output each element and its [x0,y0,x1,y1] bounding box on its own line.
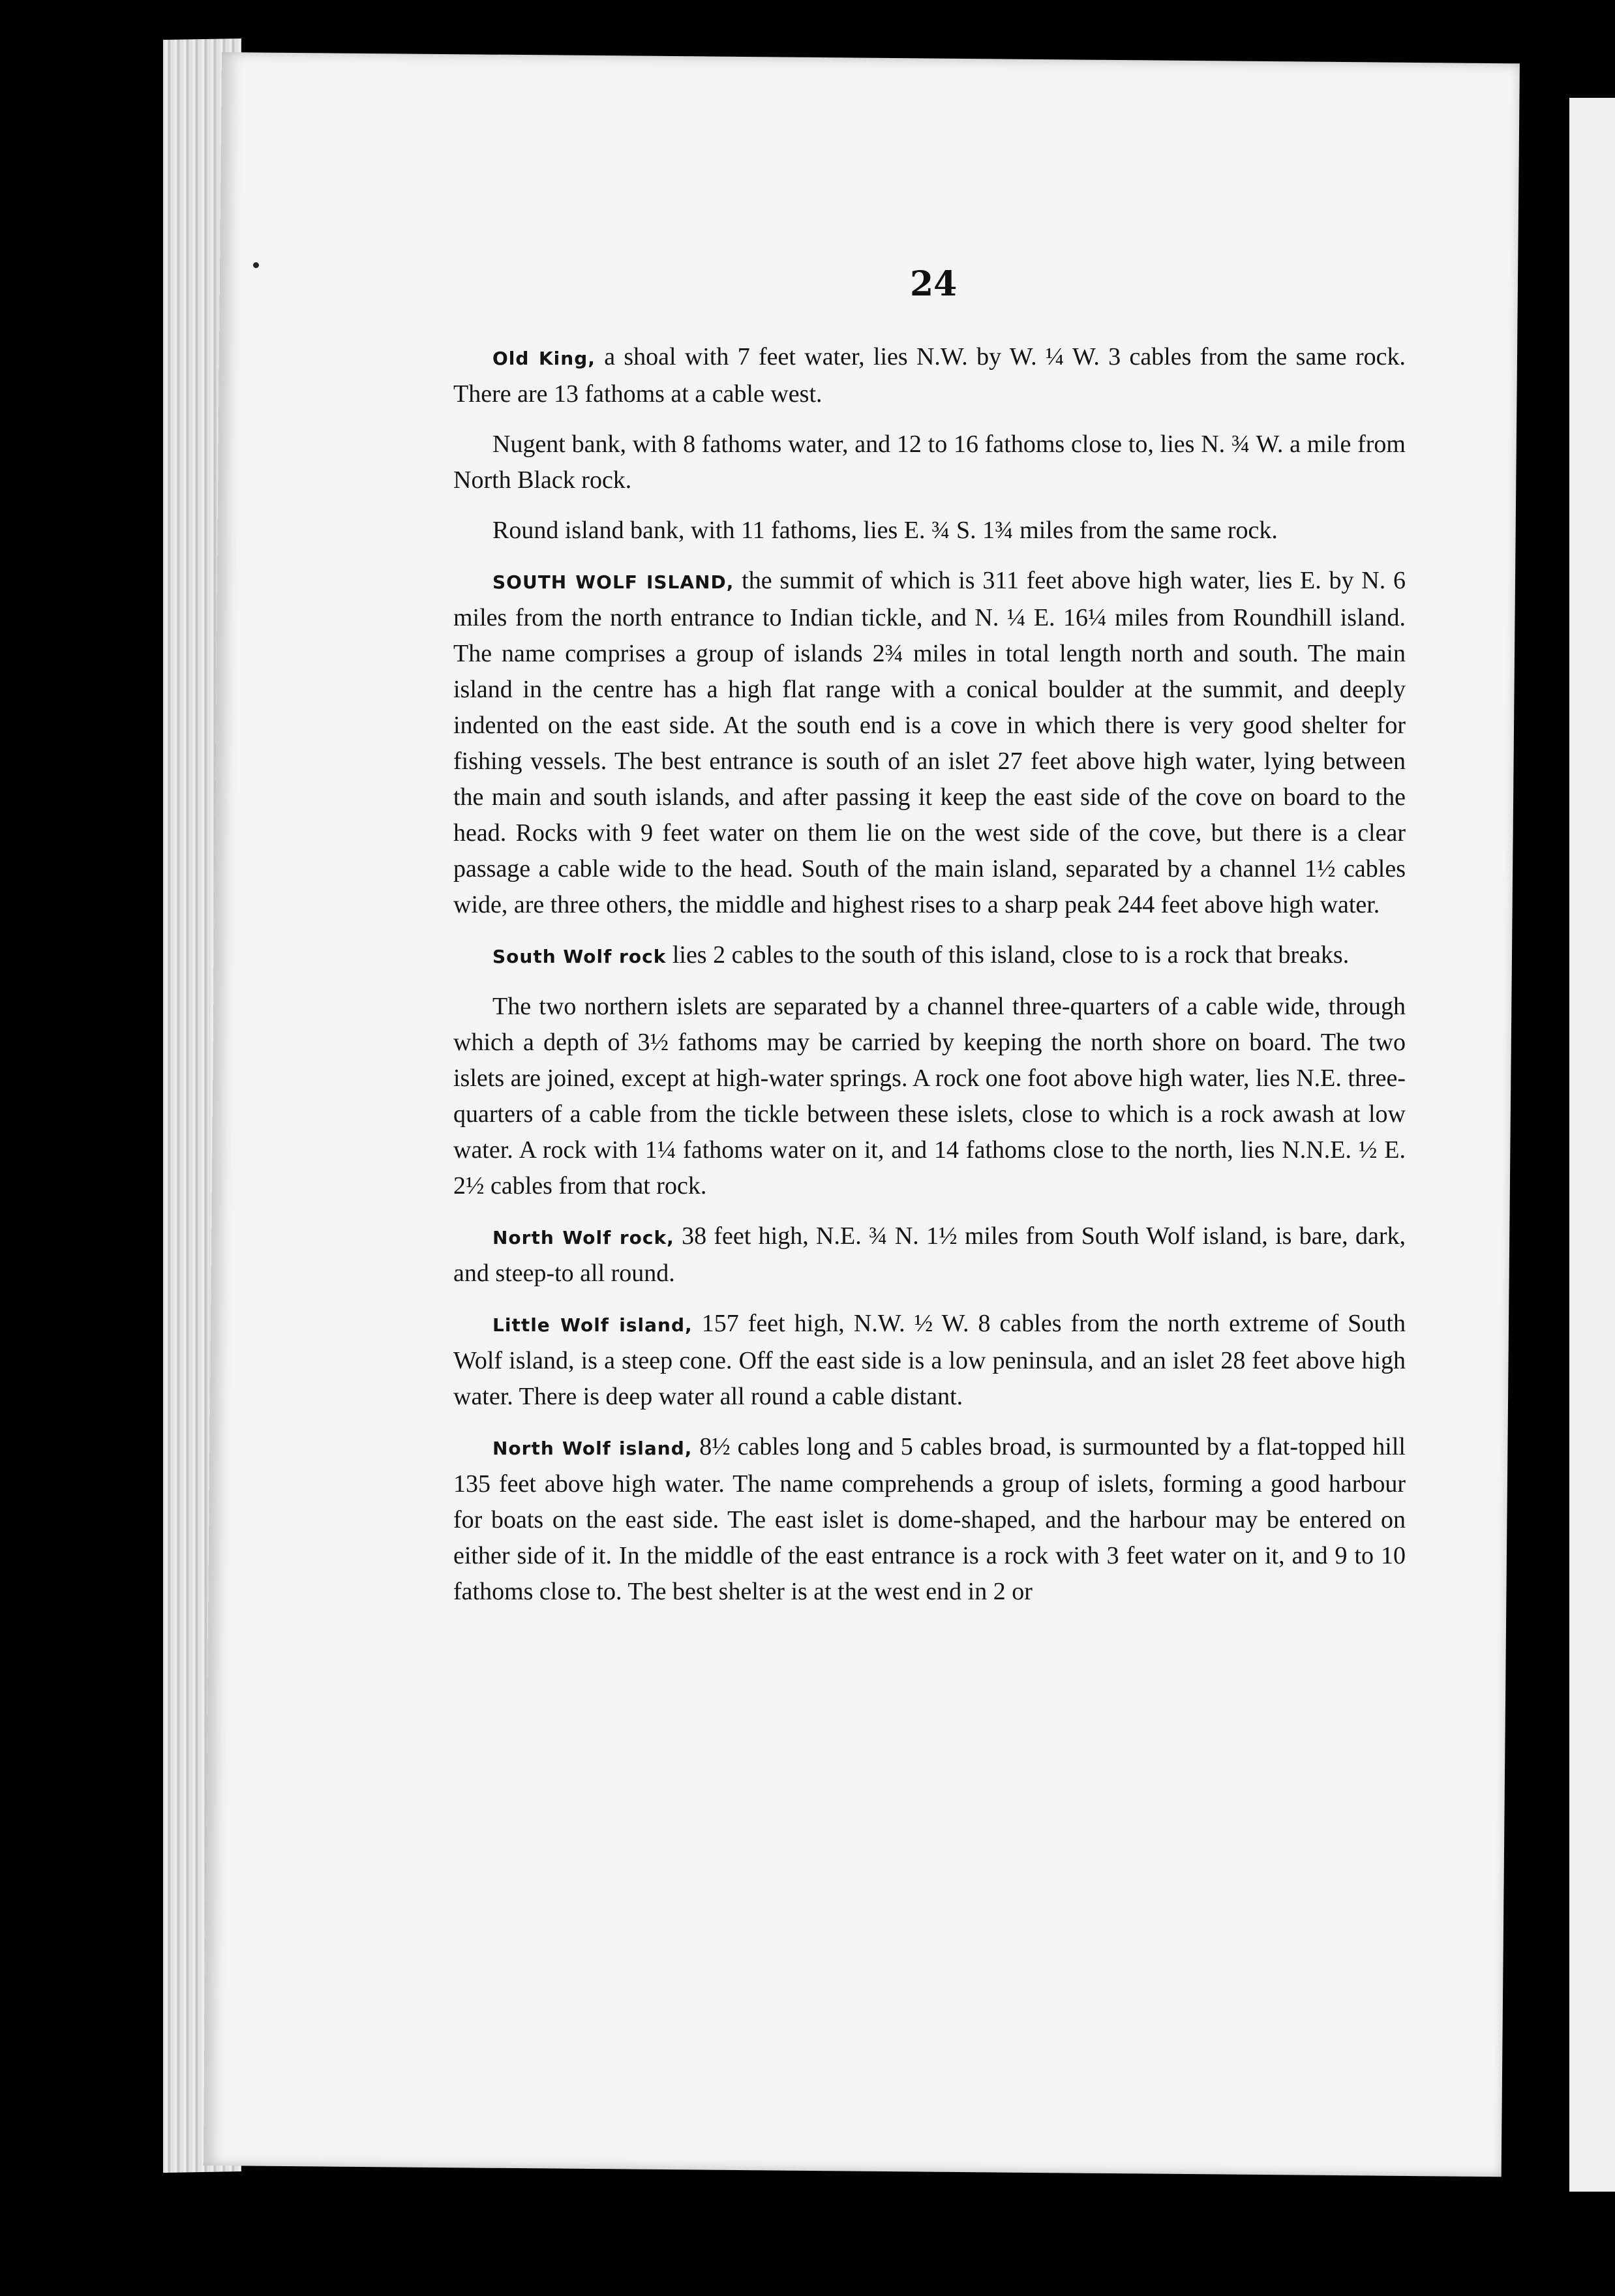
paragraph-nugent-bank [453,427,1406,498]
page-text [453,339,1406,1624]
paragraph-body: a shoal with 7 feet water, lies N.W. by W. ¼ W. 3 cables from the same rock. There are 13 fathoms at a cable west. [453,343,1406,408]
paragraph-lead: SOUTH WOLF ISLAND, [492,571,734,593]
paragraph-north-wolf-island [453,1429,1406,1610]
paragraph-body: The two northern islets are separated by a channel three-quarters of a cable wide, through which a depth of 3½ fathoms may be carried by keeping the north shore on board. The two islets are joined, except at high-water springs. A rock one foot above high water, lies N.E. three-quarters of a cable from the tickle between these islets, close to which is a rock awash at low water. A rock with 1¼ fathoms water on it, and 14 fathoms close to the north, lies N.N.E. ½ E. 2½ cables from that rock. [453,993,1406,1200]
paragraph-body: the summit of which is 311 feet above high water, lies E. by N. 6 miles from the north entrance to Indian tickle, and N. ¼ E. 16¼ miles from Roundhill island. The name comprises a group of islands 2¾ miles in total length north and south. The main island in the centre has a high flat range with a conical boulder at the summit, and deeply indented on the east side. At the south end is a cove in which there is very good shelter for fishing vessels. The best entrance is south of an islet 27 feet above high water, lying between the main and south islands, and after passing it keep the east side of the cove on board to the head. Rocks with 9 feet water on them lie on the west side of the cove, but there is a clear passage a cable wide to the head. South of the main island, separated by a channel 1½ cables wide, are three others, the middle and highest rises to a sharp peak 244 feet above high water. [453,567,1406,918]
paragraph-body: Nugent bank, with 8 fathoms water, and 12 to 16 fathoms close to, lies N. ¾ W. a mile from North Black rock. [453,430,1406,494]
paragraph-lead: South Wolf rock [492,946,667,967]
paragraph-body: lies 2 cables to the south of this island, close to is a rock that breaks. [666,941,1350,969]
paragraph-northern-islets [453,989,1406,1204]
paragraph-lead: North Wolf rock, [492,1227,674,1248]
paragraph-lead: North Wolf island, [492,1438,693,1459]
paragraph-north-wolf-rock [453,1218,1406,1292]
paragraph-body: Round island bank, with 11 fathoms, lies E. ¾ S. 1¾ miles from the same rock. [492,517,1278,544]
ink-speck [253,262,259,268]
paragraph-south-wolf-rock [453,937,1406,974]
page-number: 24 [910,264,958,304]
paragraph-lead: Old King, [492,348,596,369]
paragraph-lead: Little Wolf island, [492,1314,693,1336]
paragraph-body: 157 feet high, N.W. ½ W. 8 cables from the north extreme of South Wolf island, is a steep cone. Off the east side is a low peninsula, and an islet 28 feet above high water. There is deep water all round a cable distant. [453,1310,1406,1410]
paragraph-body: 8½ cables long and 5 cables broad, is surmounted by a flat-topped hill 135 feet above high water. The name comprehends a group of islets, forming a good harbour for boats on the east side. The east islet is dome-shaped, and the harbour may be entered on either side of it. In the middle of the east entrance is a rock with 3 feet water on it, and 9 to 10 fathoms close to. The best shelter is at the west end in 2 or [453,1433,1406,1605]
facing-page-edge [1569,98,1615,2192]
paragraph-south-wolf-island [453,563,1406,923]
paragraph-round-island-bank [453,513,1406,549]
paragraph-old-king [453,339,1406,412]
paragraph-little-wolf-island [453,1306,1406,1415]
paragraph-body: 38 feet high, N.E. ¾ N. 1½ miles from South Wolf island, is bare, dark, and steep-to all round. [453,1222,1406,1287]
